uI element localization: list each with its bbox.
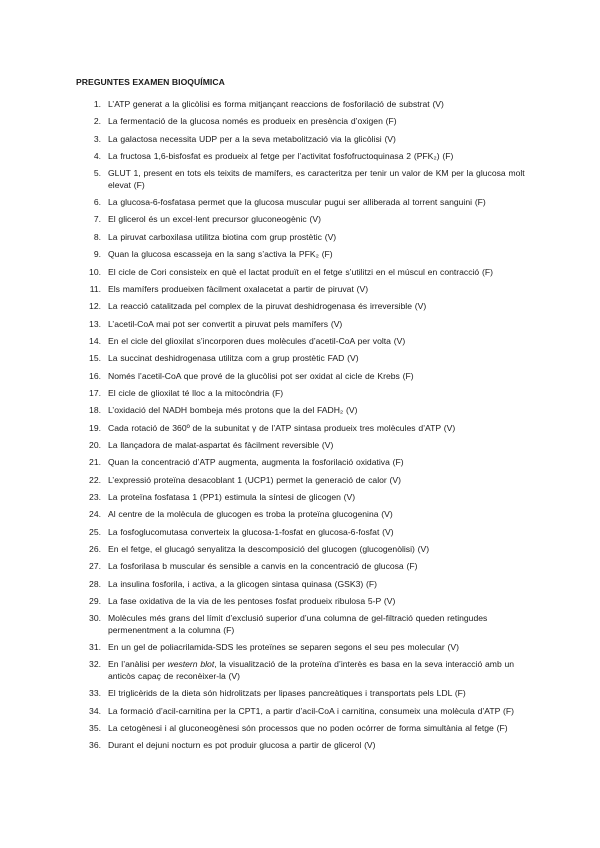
question-number: 10. [89, 266, 101, 277]
question-text-before: En l’anàlisi per [108, 659, 168, 670]
question-item [80, 688, 530, 699]
question-number: 17. [89, 387, 101, 398]
question-item [80, 371, 530, 382]
question-text: La fosforilasa b muscular és sensible a canvis en la concentració de glucosa (F) [108, 561, 418, 572]
question-item [80, 457, 530, 468]
question-number: 23. [89, 491, 101, 502]
question-number: 3. [93, 133, 101, 144]
question-text: Molècules més grans del límit d’exclusió superior d’una columna de gel-filtració queden retingudes permenentment a la columna (F) [108, 613, 488, 635]
question-item [80, 544, 530, 555]
question-text: El cicle de Cori consisteix en què el lactat produït en el fetge s’utilitzi en el múscul en contracció (F) [108, 266, 493, 277]
question-number: 26. [89, 544, 101, 554]
question-item [80, 475, 530, 486]
question-text: La proteïna fosfatasa 1 (PP1) estimula la síntesi de glicogen (V) [108, 491, 356, 502]
question-number: 22. [89, 474, 101, 485]
question-text: L’acetil-CoA mai pot ser convertit a piruvat pels mamífers (V) [108, 318, 343, 329]
question-item [80, 151, 530, 162]
question-number: 35. [89, 722, 101, 733]
question-text: En el fetge, el glucagó senyalitza la descomposició del glucogen (glucogenòlisi) (V) [108, 544, 430, 554]
question-item [80, 440, 530, 451]
question-text: La formació d’acil-carnitina per la CPT1, a partir d’acil-CoA i carnitina, consumeix una molècula d’ATP (F) [108, 705, 514, 716]
question-text: L’oxidació del NADH bombeja més protons que la del FADH₂ (V) [108, 405, 358, 416]
question-number: 30. [89, 613, 101, 624]
question-item [80, 214, 530, 225]
question-text: Cada rotació de 360º de la subunitat γ de l’ATP sintasa produeix tres molècules d’ATP (V) [108, 422, 456, 433]
question-item [80, 642, 530, 653]
question-item [80, 740, 530, 751]
question-number: 28. [89, 578, 101, 589]
question-item [80, 284, 530, 295]
question-text: La cetogènesi i al gluconeogènesi són processos que no poden ocórrer de forma simultània al fetge (F) [108, 722, 508, 733]
question-number: 18. [89, 405, 101, 416]
question-item [80, 301, 530, 312]
question-number: 31. [89, 642, 101, 653]
question-text: L’expressió proteïna desacoblant 1 (UCP1) permet la generació de calor (V) [108, 474, 401, 485]
question-number: 29. [89, 596, 101, 607]
question-item [80, 405, 530, 416]
question-number: 5. [93, 168, 101, 179]
question-item [80, 99, 530, 110]
question-text-italic: western blot [167, 659, 215, 670]
question-item [80, 579, 530, 590]
question-text: En el cicle del glioxilat s’incorporen dues molècules d’acetil-CoA per volta (V) [108, 335, 406, 346]
question-text: Al centre de la molècula de glucogen es troba la proteïna glucogenina (V) [108, 509, 393, 520]
question-text: La reacció catalitzada pel complex de la piruvat deshidrogenasa és irreversible (V) [108, 301, 427, 312]
question-text: La fructosa 1,6-bisfosfat es produeix al fetge per l’activitat fosfofructoquinasa 2 (PFK₂) (F) [108, 151, 454, 162]
question-number: 11. [89, 283, 101, 294]
question-text: L’ATP generat a la glicòlisi es forma mitjançant reaccions de fosforilació de substrat (V) [108, 99, 444, 109]
question-item [80, 706, 530, 717]
question-text: Els mamífers produeixen fàcilment oxalacetat a partir de piruvat (V) [108, 283, 369, 294]
question-text: La galactosa necessita UDP per a la seva metabolització via la glicòlisi (V) [108, 133, 396, 144]
question-number: 12. [89, 301, 101, 312]
question-number: 9. [93, 249, 101, 260]
question-item [80, 134, 530, 145]
question-text: El cicle de glioxilat té lloc a la mitocòndria (F) [108, 387, 284, 398]
question-item [80, 232, 530, 243]
question-number: 8. [93, 231, 101, 242]
question-text: En un gel de poliacrilamida-SDS les proteïnes se separen segons el seu pes molecular (V) [108, 642, 459, 653]
question-text: Quan la glucosa escasseja en la sang s’activa la PFK₂ (F) [108, 249, 333, 260]
question-item [80, 197, 530, 208]
question-item [80, 561, 530, 572]
question-text: La insulina fosforila, i activa, a la glicogen sintasa quinasa (GSK3) (F) [108, 578, 378, 589]
question-number: 15. [89, 353, 101, 364]
question-number: 4. [93, 151, 101, 162]
question-text: GLUT 1, present en tots els teixits de mamífers, es caracteritza per tenir un valor de KM per la glucosa molt elevat (F) [108, 168, 525, 190]
question-text: La glucosa-6-fosfatasa permet que la glucosa muscular pugui ser alliberada al torrent sanguini (F) [108, 197, 486, 208]
question-number: 32. [89, 659, 101, 670]
question-item [80, 319, 530, 330]
question-number: 27. [89, 561, 101, 572]
question-item [80, 723, 530, 734]
question-number: 34. [89, 705, 101, 716]
question-text: La llançadora de malat-aspartat és fàcilment reversible (V) [108, 439, 334, 450]
question-list [80, 99, 530, 758]
question-number: 13. [89, 318, 101, 329]
question-number: 19. [89, 422, 101, 433]
question-text: Quan la concentració d’ATP augmenta, augmenta la fosforilació oxidativa (F) [108, 457, 404, 468]
question-item [80, 267, 530, 278]
question-item [80, 527, 530, 538]
question-item [80, 492, 530, 503]
question-number: 25. [89, 526, 101, 537]
question-item [80, 659, 530, 682]
question-number: 33. [89, 688, 101, 699]
question-text: Durant el dejuni nocturn es pot produir glucosa a partir de glicerol (V) [108, 740, 376, 751]
question-text: La fermentació de la glucosa només es produeix en presència d’oxigen (F) [108, 116, 397, 127]
question-number: 1. [93, 99, 101, 109]
question-item [80, 249, 530, 260]
question-text: La piruvat carboxilasa utilitza biotina com grup prostètic (V) [108, 231, 337, 242]
question-text: Només l’acetil-CoA que prové de la glucòlisi pot ser oxidat al cicle de Krebs (F) [108, 370, 414, 381]
question-text-after: , la visualització de la proteïna d’interès es basa en la seva interacció amb un anticòs capaç de reconèixer-la (V) [108, 659, 515, 681]
page-title: PREGUNTES EXAMEN BIOQUÍMICA [76, 77, 225, 87]
question-number: 14. [89, 335, 101, 346]
question-item [80, 596, 530, 607]
question-number: 2. [93, 116, 101, 127]
question-number: 16. [89, 370, 101, 381]
question-number: 6. [93, 197, 101, 208]
question-item [80, 509, 530, 520]
question-text: El glicerol és un excel·lent precursor gluconeogènic (V) [108, 214, 321, 225]
question-number: 7. [93, 214, 101, 225]
question-number: 20. [89, 439, 101, 450]
question-number: 21. [89, 457, 101, 468]
question-item [80, 116, 530, 127]
question-item [80, 388, 530, 399]
question-item [80, 336, 530, 347]
question-text: La succinat deshidrogenasa utilitza com a grup prostètic FAD (V) [108, 353, 359, 364]
question-item [80, 423, 530, 434]
question-item [80, 613, 530, 636]
question-item [80, 168, 530, 191]
question-item [80, 353, 530, 364]
question-text [108, 659, 530, 682]
question-text: La fosfoglucomutasa converteix la glucosa-1-fosfat en glucosa-6-fosfat (V) [108, 526, 394, 537]
question-number: 24. [89, 509, 101, 520]
question-number: 36. [89, 740, 101, 751]
question-text: El triglicèrids de la dieta són hidrolitzats per lipases pancreàtiques i transportats pels LDL (F) [108, 688, 466, 699]
question-text: La fase oxidativa de la via de les pentoses fosfat produeix ribulosa 5-P (V) [108, 596, 396, 607]
